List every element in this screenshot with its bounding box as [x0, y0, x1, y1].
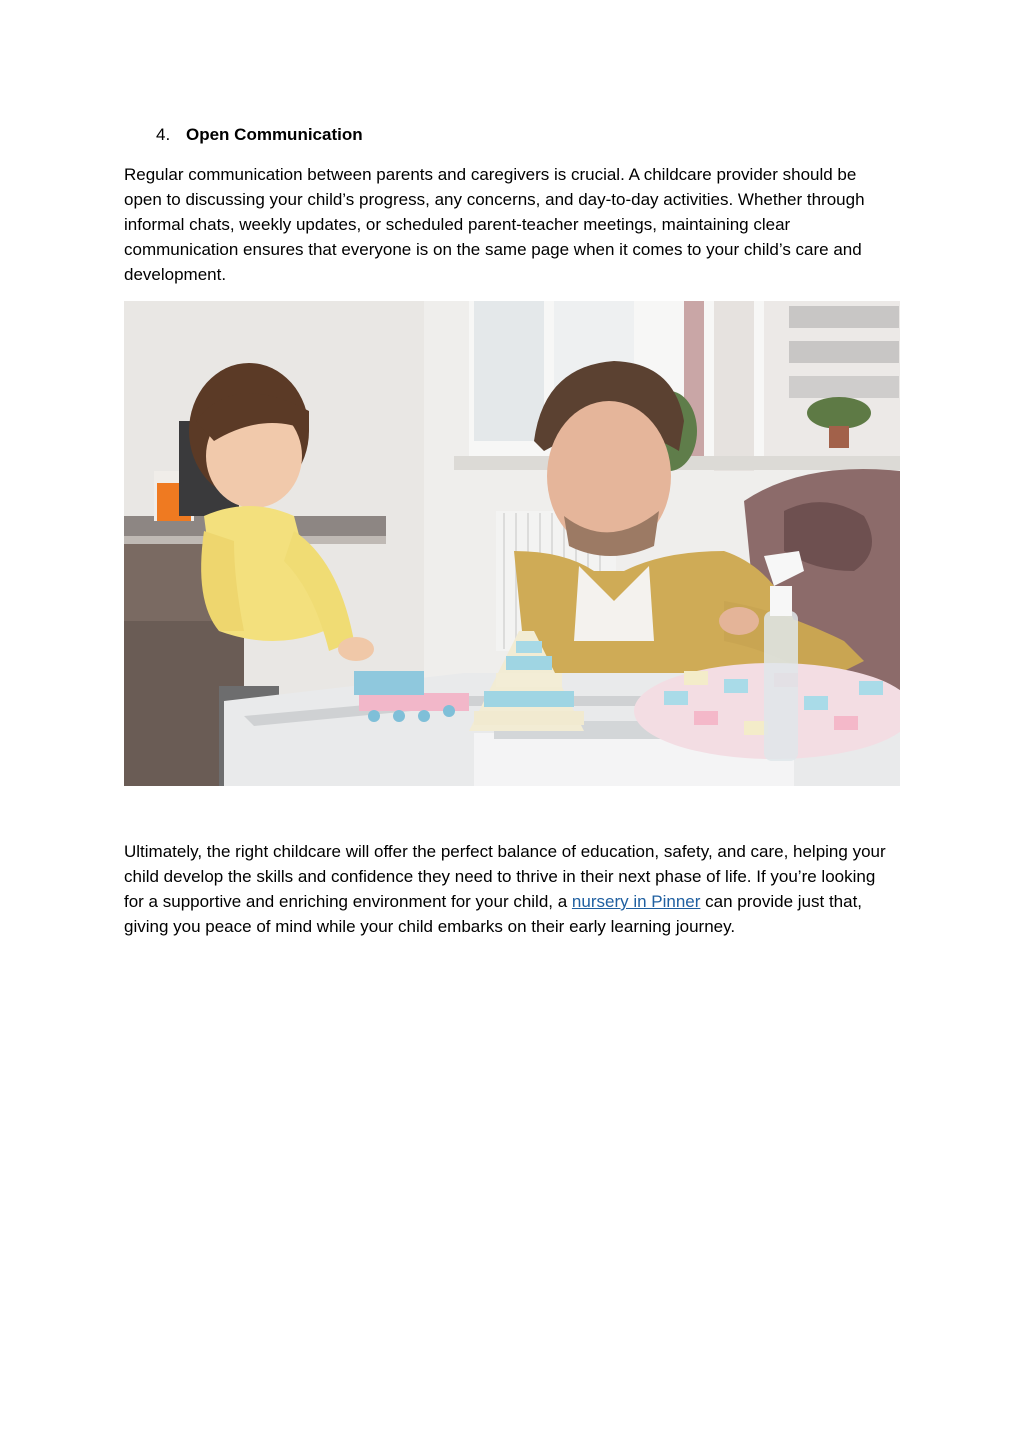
- body-paragraph-1: Regular communication between parents and caregivers is crucial. A childcare provider should be open to discussing your child’s progress, any concerns, and day-to-day activities. Whether through informal chats, weekly updates, or scheduled parent-teacher meetings, maintaining clear communication ensures that everyone is on the same page when it comes to your child’s care and development.: [124, 165, 865, 284]
- section-title: Open Communication: [186, 125, 363, 144]
- section-heading: [156, 124, 363, 146]
- paragraph-2-text-end: can provide just that, giving you peace of mind while your child embarks on their early learning journey.: [124, 892, 863, 936]
- body-paragraph-2: [124, 839, 894, 939]
- section-number: 4.: [156, 125, 171, 144]
- paragraph-2-text-start: Ultimately, the right childcare will offer the perfect balance of education, safety, and care, helping your child develop the skills and confidence they need to thrive in their next phase of life. If you’re looking for a supportive and enriching environment for your child, a: [124, 842, 886, 911]
- nursery-in-pinner-link[interactable]: nursery in Pinner: [571, 892, 701, 911]
- photo-father-child-playing-blocks: [124, 301, 900, 786]
